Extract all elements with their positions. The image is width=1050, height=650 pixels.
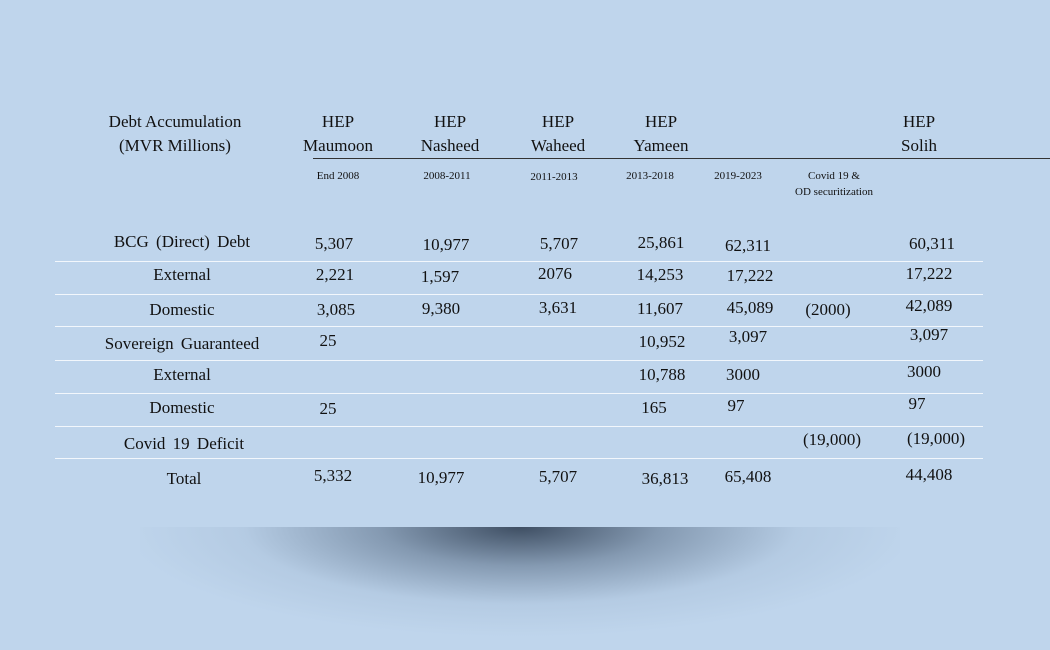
col-header-line2: Nasheed [420, 136, 480, 155]
table-cell: 10,788 [638, 365, 686, 384]
row-label-bcg-direct-debt: BCG (Direct) Debt [113, 232, 251, 251]
table-cell: 60,311 [908, 234, 956, 253]
table-cell: 5,307 [314, 234, 354, 253]
table-cell: (2000) [805, 300, 851, 319]
table-title-line2: (MVR Millions) [119, 136, 231, 155]
table-cell: 62,311 [724, 236, 772, 255]
table-cell: 5,707 [538, 467, 578, 486]
row-divider [55, 393, 983, 394]
col-subheader-line2: OD securitization [795, 186, 873, 198]
table-cell: 3000 [726, 365, 760, 384]
col-header-line2: Yameen [633, 136, 689, 155]
table-cell: 165 [641, 398, 667, 417]
row-label-external: External [153, 365, 211, 384]
table-cell: 97 [727, 396, 745, 415]
col-header-solih [901, 110, 937, 158]
table-cell: 10,977 [422, 235, 470, 254]
col-subheader: 2019-2023 [714, 170, 762, 182]
row-label-covid-19-deficit: Covid 19 Deficit [123, 434, 245, 453]
col-subheader-covid [795, 168, 873, 200]
table-cell: 1,597 [420, 267, 460, 286]
row-label-domestic: Domestic [149, 300, 215, 319]
table-cell: 3,631 [538, 298, 578, 317]
col-header-line1: HEP [321, 112, 355, 131]
table-cell: 3,097 [909, 325, 949, 344]
table-cell: 14,253 [636, 265, 684, 284]
col-header-nasheed [421, 110, 480, 158]
table-cell: 17,222 [905, 264, 953, 283]
table-title-line1: Debt Accumulation [108, 112, 242, 131]
row-label-external: External [153, 265, 211, 284]
col-header-line1: HEP [902, 112, 936, 131]
col-header-line1: HEP [644, 112, 678, 131]
table-cell: (19,000) [906, 429, 966, 448]
row-label-total: Total [166, 469, 202, 488]
col-header-maumoon [303, 110, 373, 158]
row-label-sovereign-guaranteed: Sovereign Guaranteed [104, 334, 260, 353]
table-cell: 10,952 [638, 332, 686, 351]
table-cell: 25 [319, 399, 337, 418]
table-cell: 3,097 [728, 327, 768, 346]
table-cell: 9,380 [421, 299, 461, 318]
col-header-line2: Waheed [530, 136, 586, 155]
table-cell: 3000 [907, 362, 941, 381]
col-header-line2: Maumoon [303, 136, 373, 155]
table-cell: 42,089 [905, 296, 953, 315]
col-header-yameen [634, 110, 689, 158]
row-divider [55, 261, 983, 262]
row-divider [55, 458, 983, 459]
table-cell: 97 [908, 394, 926, 413]
col-subheader-line1: Covid 19 & [808, 170, 860, 182]
table-cell: 3,085 [316, 300, 356, 319]
col-subheader: 2013-2018 [626, 170, 674, 182]
table-cell: 25,861 [637, 233, 685, 252]
table-cell: 5,707 [539, 234, 579, 253]
table-cell: (19,000) [802, 430, 862, 449]
table-cell: 2,221 [315, 265, 355, 284]
col-header-line2: Solih [901, 136, 937, 155]
table-cell: 25 [319, 331, 337, 350]
table-cell: 17,222 [726, 266, 774, 285]
col-subheader: 2008-2011 [423, 170, 471, 182]
row-divider [55, 294, 983, 295]
col-subheader: End 2008 [316, 170, 360, 182]
row-divider [55, 360, 983, 361]
col-header-waheed [531, 110, 585, 158]
table-cell: 65,408 [724, 467, 772, 486]
col-subheader: 2011-2013 [530, 171, 578, 183]
table-title [109, 110, 242, 158]
row-divider [55, 326, 983, 327]
col-header-line1: HEP [433, 112, 467, 131]
col-header-line1: HEP [541, 112, 575, 131]
table-drop-shadow [140, 527, 900, 637]
row-label-domestic: Domestic [149, 398, 215, 417]
table-cell: 45,089 [726, 298, 774, 317]
table-cell: 44,408 [905, 465, 953, 484]
table-cell: 5,332 [313, 466, 353, 485]
table-cell: 10,977 [417, 468, 465, 487]
row-divider [55, 426, 983, 427]
table-cell: 36,813 [641, 469, 689, 488]
header-underline [313, 158, 1050, 159]
table-cell: 11,607 [636, 299, 684, 318]
table-cell: 2076 [538, 264, 572, 283]
